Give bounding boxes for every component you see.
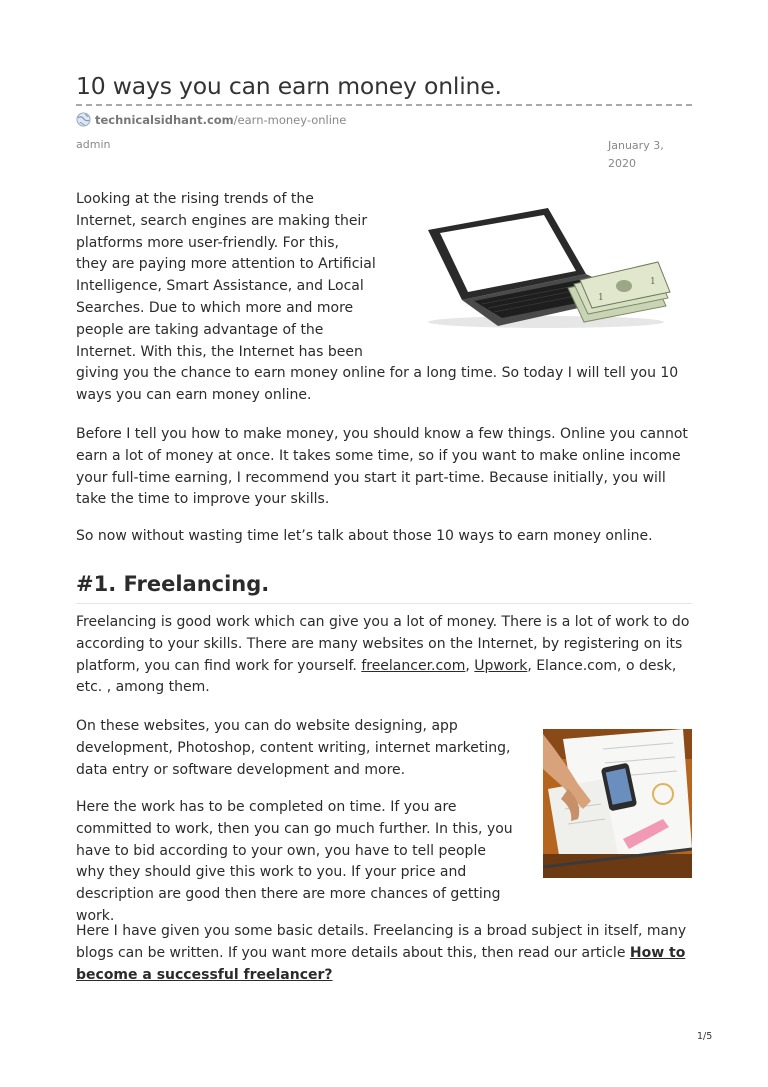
text-span: Freelancing is good work which can give you a lot of money. There is a lot of work to do according to your skills. There are many websites on the Internet, by registering on its platform, you can find work for yourself.: [76, 614, 690, 674]
text-span: Here I have given you some basic details. Freelancing is a broad subject in itself, many blogs can be written. If you want more details about this, then read our article: [76, 923, 687, 961]
page-number: 1/5: [697, 1031, 713, 1042]
intro-line: Looking at the rising trends of the: [76, 191, 314, 207]
page-title: 10 ways you can earn money online.: [76, 72, 502, 100]
freelancing-paragraph-1: [76, 612, 696, 699]
intro-line: platforms more user-friendly. For this,: [76, 234, 339, 251]
svg-text:1: 1: [650, 277, 656, 287]
source-domain: technicalsidhant.com: [95, 113, 234, 127]
source-path: /earn-money-online: [233, 113, 347, 127]
laptop-money-image: [418, 200, 674, 330]
intro-line: Internet, search engines are making their: [76, 212, 368, 229]
globe-icon: [76, 112, 91, 127]
freelancing-paragraph-3: Here the work has to be completed on time. If you are committed to work, then you can go much further. In this, you have to bid according to your own, you have to tell people why they should give this work to you. If your price and description are good then there are more chances of getting work.: [76, 799, 513, 924]
source-url[interactable]: [76, 112, 346, 128]
date-line-2: 2020: [608, 157, 636, 170]
svg-text:1: 1: [598, 293, 604, 303]
paragraph-so-now: So now without wasting time let’s talk about those 10 ways to earn money online.: [76, 528, 653, 544]
date-line-1: January 3,: [608, 139, 664, 152]
intro-paragraph-rest: giving you the chance to earn money online for a long time. So today I will tell you 10 ways you can earn money online.: [76, 365, 679, 403]
section-divider: [76, 603, 692, 604]
freelancing-paragraph-2: On these websites, you can do website designing, app development, Photoshop, content writing, internet marketing, data entry or software development and more.: [76, 718, 511, 778]
freelancer-article-link[interactable]: How to become a successful freelancer?: [76, 944, 686, 983]
paragraph-before: Before I tell you how to make money, you should know a few things. Online you cannot earn a lot of money at once. It takes some time, so if you want to make online income your full-time earning, I recommend you start it part-time. Because initially, you will take the time to improve your skills.: [76, 426, 688, 508]
intro-line: Internet. With this, the Internet has been: [76, 343, 363, 360]
section-heading-freelancing: #1. Freelancing.: [76, 572, 270, 596]
intro-line: people are taking advantage of the: [76, 321, 324, 338]
freelancer-desk-image: [543, 729, 692, 878]
intro-line: they are paying more attention to Artificial: [76, 256, 376, 273]
intro-line: Intelligence, Smart Assistance, and Local: [76, 278, 364, 295]
freelancer-link[interactable]: freelancer.com: [361, 657, 466, 674]
upwork-link[interactable]: Upwork: [474, 657, 528, 674]
text-span: ,: [465, 657, 475, 674]
title-divider: [76, 104, 692, 106]
text-span: , Elance.com, o desk, etc. , among them.: [76, 657, 677, 696]
publish-date: [608, 137, 688, 173]
intro-line: Searches. Due to which more and more: [76, 299, 354, 316]
intro-paragraph-wrapped: [76, 189, 376, 363]
freelancing-paragraph-4: [76, 921, 696, 986]
author-name: admin: [76, 138, 111, 151]
